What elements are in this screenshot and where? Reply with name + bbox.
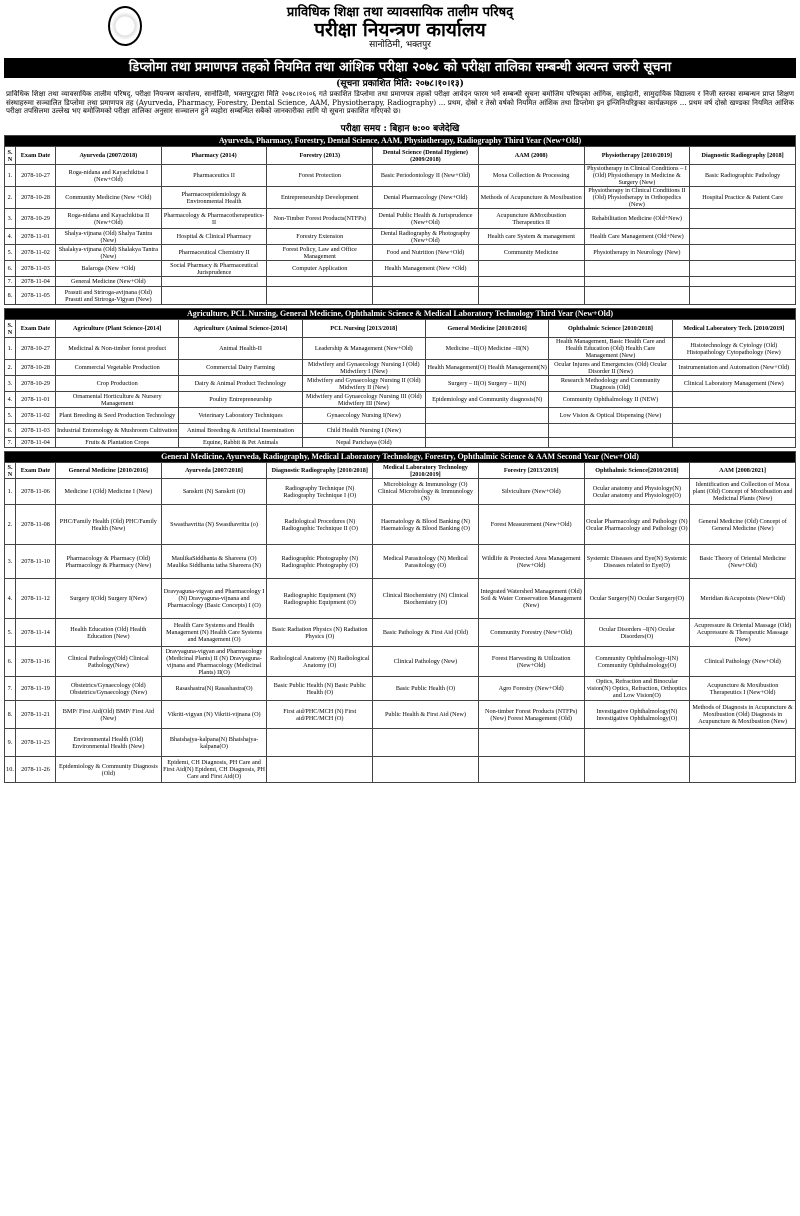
table-row [5,677,796,701]
table-cell: 7. [5,677,16,701]
exam-time: परीक्षा समय : बिहान ७:०० बजेदेखि [340,124,460,134]
table-cell: Radiological Procedures (N) Radiographic Technique II (O) [267,505,373,545]
table-cell: 2078-11-01 [16,392,56,408]
table-cell [373,287,479,305]
table-cell: 9. [5,729,16,757]
table-cell: Veterinary Laboratory Techniques [179,408,302,424]
table-cell: Pharmacology & Pharmacotherapeutics-II [161,209,267,229]
table-cell [672,408,795,424]
table-row [5,424,796,438]
table-cell: Computer Application [267,261,373,277]
table-row [5,545,796,579]
table-cell: Silviculture (New+Old) [478,479,584,505]
table-cell: Gynaecology Nursing I(New) [302,408,425,424]
column-header: Agriculture (Animal Science-[2014] [179,320,302,338]
table-cell [584,287,690,305]
table-cell: Epidemiology and Community diagnosis(N) [425,392,548,408]
table-cell [549,424,672,438]
table-row [5,438,796,448]
table-cell: Acupressure & Oriental Massage (Old) Acupressure & Therapeutic Massage (New) [690,619,796,647]
column-header: AAM (2008) [478,147,584,165]
publish-date: (सूचना प्रकाशित मिति: २०७८।१०।१३) [336,79,464,89]
column-header: Ophthalmic Science[2010/2018] [584,463,690,479]
table-cell: Moxa Collection & Processing [478,165,584,187]
table-cell: Radiological Anatomy (N) Radiological Anatomy (O) [267,647,373,677]
table-cell: Epidemiology & Community Diagnosis (Old) [56,757,162,783]
table-cell: Acupuncture & Moxibustion Therapeutics I (New+Old) [690,677,796,701]
table-cell: Medicine I (Old) Medicine I (New) [56,479,162,505]
table-cell: Ocular Disorders –I(N) Ocular Disorders(O) [584,619,690,647]
table-cell: Basic Periodontology II (New+Old) [373,165,479,187]
table-cell: Non-timber Forest Products (NTFPs) (New) Forest Management (Old) [478,701,584,729]
table-cell: Research Methodology and Community Diagnosis (Old) [549,376,672,392]
table-cell: 6. [5,424,16,438]
table-cell: Plant Breeding & Seed Production Technology [56,408,179,424]
table-cell [425,438,548,448]
table-cell: Basic Public Health (N) Basic Public Health (O) [267,677,373,701]
table-cell [690,757,796,783]
table-cell: Food and Nutrition (New+Old) [373,245,479,261]
table-cell: Commercial Dairy Farming [179,360,302,376]
table-cell: Surgery – II(O) Surgery – II(N) [425,376,548,392]
exam-table-3 [4,451,796,783]
table-cell: 2. [5,360,16,376]
table-cell: 8. [5,701,16,729]
table-cell [478,757,584,783]
table-row [5,277,796,287]
table-cell: 2078-11-03 [16,424,56,438]
table-cell: BMP/ First Aid(Old) BMP/ First Aid (New) [56,701,162,729]
table-cell: Poultry Entrepreneurship [179,392,302,408]
table-cell [425,408,548,424]
column-header: General Medicine [2010/2016] [56,463,162,479]
table-cell: Bhaishajya-kalpana(N) Bhaishajya-kalpana(O) [161,729,267,757]
notice-banner: डिप्लोमा तथा प्रमाणपत्र तहको नियमित तथा आंशिक परीक्षा २०७८ को परीक्षा तालिका सम्बन्धी अत्यन्त जरुरी सूचना [4,58,796,78]
table-row [5,376,796,392]
table-cell: Social Pharmacy & Pharmaceutical Jurisprudence [161,261,267,277]
table-row [5,360,796,376]
table-cell: 10. [5,757,16,783]
table-cell [478,729,584,757]
table-cell: Forest Measurement (New+Old) [478,505,584,545]
table-cell [549,438,672,448]
table-cell: Commercial Vegetable Production [56,360,179,376]
column-header: Exam Date [16,147,56,165]
table-cell: Roga-nidana and Kayachikitsa II (New+Old) [56,209,162,229]
table-cell: Hospital & Clinical Pharmacy [161,229,267,245]
table-cell: Methods of Acupuncture & Moxibustion [478,187,584,209]
table-row [5,261,796,277]
notice-text: प्राविधिक शिक्षा तथा व्यावसायिक तालीम परिषद्, परीक्षा नियन्त्रण कार्यालय, सानोठिमी, भक्तपुरद्वारा मिति २०७८।१०।०६ गते प्रकाशित डिप्लोमा तथा प्रमाणपत्र तहको परीक्षा आवेदन फारम भर्ने सम्बन्धी सूचना बमोजिम परिषद्का आंगिक, साझेदारी, सामुदायिक विद्यालय र निजी स्तरका सम्बन्धन प्राप्त शिक्षण संस्थाहरुमा सञ्चालित डिप्लोमा तथा प्रमाणपत्र तह (Ayurveda, Pharmacy, Forestry, Dental Science, AAM, Physiotherapy, Radiography) ... प्रथम, दोस्रो र तेस्रो वर्षको नियमित आंशिक तथा डिप्लोमा इन इन्जिनियरिङ्गका कार्यक्रमहरु ... प्रथम वर्ष दोस्रो खण्डका नियमित आंशिक परीक्षा तपसिलमा उल्लेख भए बमोजिमको परीक्षा तालिका अनुसार सञ्चालन हुने व्यहोरा सम्बन्धित सबैको जानकारीका लागि यो सूचना प्रकाशित गरिएको छ। [6,90,794,116]
table-cell [478,277,584,287]
table-cell: Roga-nidana and Kayachikitsa I (New+Old) [56,165,162,187]
table-cell: Community Medicine [478,245,584,261]
column-header: S. N [5,463,16,479]
table-cell: 2078-11-19 [16,677,56,701]
table-cell: Health Care Systems and Health Management (N) Health Care Systems and Management (O) [161,619,267,647]
table-cell: 2078-11-12 [16,579,56,619]
table-cell: Community Forestry (New+Old) [478,619,584,647]
table-cell [584,261,690,277]
table-cell: 4. [5,229,16,245]
table-row [5,165,796,187]
table-cell: Microbiology & Immunology (O) Clinical Microbiology & Immunology (N) [373,479,479,505]
table-cell: 2078-11-04 [16,277,56,287]
table-cell: Dental Radiography & Photography (New+Old) [373,229,479,245]
table-cell: Midwifery and Gynaecology Nursing II (Old) Midwifery II (New) [302,376,425,392]
table-cell: 2078-11-10 [16,545,56,579]
table-cell: MaulikaSiddhanta & Shareera (O) Maulika Siddhanta tatha Shareera (N) [161,545,267,579]
table-cell: Radiographic Equipment (N) Radiographic Equipment (O) [267,579,373,619]
table-cell [690,245,796,261]
table-cell: 2078-11-14 [16,619,56,647]
table-cell: 5. [5,245,16,261]
table-cell: Animal Breeding & Artificial Insemination [179,424,302,438]
table-row [5,757,796,783]
table-cell: Vikriti-vigyan (N) Vikriti-vijnana (O) [161,701,267,729]
table-cell: Community Ophthalmology II (NEW) [549,392,672,408]
column-header: Medical Laboratory Technology [2010/2019] [373,463,479,479]
table-cell: Physiotherapy in Clinical Conditions – I (Old) Physiotherapy in Medicine & Surgery (New) [584,165,690,187]
table-row [5,408,796,424]
table-cell: Health Management(O) Health Management(N) [425,360,548,376]
nepal-emblem-icon [108,6,142,46]
table-cell [267,757,373,783]
table-cell [690,729,796,757]
table-cell [161,277,267,287]
table-cell: 2078-10-27 [16,338,56,360]
table-cell: Child Health Nursing I (New) [302,424,425,438]
table-cell: Investigative Ophthalmology(N) Investigative Ophthalmology(O) [584,701,690,729]
table-cell: Dental Public Health & Jurisprudence (New+Old) [373,209,479,229]
table-cell: Dravyaguna-vigyan and Pharmacology (Medicinal Plants) II (N) Dravyaguna-vijnana and Pharmacology (Medicinal Plants) II(O) [161,647,267,677]
table-cell: Industrial Entomology & Mushroom Cultivation [56,424,179,438]
table-cell: 2078-11-16 [16,647,56,677]
table-cell: Nepal Parichaya (Old) [302,438,425,448]
column-header: Ayurveda [2007/2018] [161,463,267,479]
table-row [5,245,796,261]
table-cell [373,277,479,287]
table-cell: Basic Public Health (O) [373,677,479,701]
table-title: General Medicine, Ayurveda, Radiography, Medical Laboratory Technology, Forestry, Ophthalmic Science & AAM Second Year (New+Old) [5,452,796,463]
table-cell: 7. [5,438,16,448]
column-header: Forestry (2013) [267,147,373,165]
table-cell [267,729,373,757]
table-cell: Low Vision & Optical Dispensing (New) [549,408,672,424]
table-cell [584,277,690,287]
table-cell [690,209,796,229]
table-cell: 2. [5,505,16,545]
table-cell [267,277,373,287]
table-cell: Prasuti and Striroga-avijnana (Old) Prasuti and Striroga-Vigyan (New) [56,287,162,305]
table-cell: 4. [5,579,16,619]
table-cell: 1. [5,338,16,360]
table-cell: Ocular anatomy and Physiology(N) Ocular anatomy and Physiology(O) [584,479,690,505]
table-cell: 2078-11-04 [16,438,56,448]
table-cell: 5. [5,408,16,424]
table-cell: 2078-10-29 [16,209,56,229]
table-cell: Instrumentation and Automation (New+Old) [672,360,795,376]
table-cell: Basic Theory of Oriental Medicine (New+Old) [690,545,796,579]
table-cell [373,729,479,757]
table-cell: Clinical Pathology (New+Old) [690,647,796,677]
table-cell [584,729,690,757]
table-row [5,701,796,729]
table-cell: 2078-10-29 [16,376,56,392]
table-cell: Pharmacology & Pharmacy (Old) Pharmacology & Pharmacy (New) [56,545,162,579]
table-cell [672,424,795,438]
table-cell: Swasthavritta (N) Swasthavritta (o) [161,505,267,545]
table-cell: 2078-11-06 [16,479,56,505]
table-cell: Optics, Refraction and Binocular vision(N) Optics, Refraction, Orthoptics and Low Vision(O) [584,677,690,701]
table-cell: Physiotherapy in Clinical Conditions II (Old) Physiotherapy in Orthopedics (New) [584,187,690,209]
table-cell: Acupuncture &Moxibustion Therapeutics II [478,209,584,229]
table-row [5,479,796,505]
table-cell: 2078-11-05 [16,287,56,305]
table-cell [690,229,796,245]
table-cell: Environmental Health (Old) Environmental Health (New) [56,729,162,757]
table-cell: 2078-11-03 [16,261,56,277]
table-cell: Crop Production [56,376,179,392]
table-cell: Medical Parasitology (N) Medical Parasitology (O) [373,545,479,579]
table-cell: Medicine –II(O) Medicine –II(N) [425,338,548,360]
table-cell: Obstetrics/Gynaecology (Old) Obstetrics/Gynaecology (New) [56,677,162,701]
table-cell: 1. [5,165,16,187]
table-cell [478,261,584,277]
table-cell: Health Care Management (Old+New) [584,229,690,245]
table-cell: Pharmaceutics II [161,165,267,187]
table-cell: Clinical Pathology (New) [373,647,479,677]
table-cell: Entrepreneurship Development [267,187,373,209]
table-cell: Health Management, Basic Health Care and Health Education (Old) Health Care Management (New) [549,338,672,360]
table-cell: 2078-10-28 [16,187,56,209]
table-cell: 2078-10-28 [16,360,56,376]
column-header: Ayurveda (2007/2018) [56,147,162,165]
table-cell: Community Medicine (New +Old) [56,187,162,209]
table-cell: Integrated Watershed Management (Old) Soil & Water Conservation Management (New) [478,579,584,619]
table-row [5,187,796,209]
column-header: Forestry [2013/2019] [478,463,584,479]
table-row [5,209,796,229]
table-cell: Dravyaguna-vigyan and Pharmacology I (N) Dravyaguna-vijnana and Pharmacology (Basic Concepts) I (O) [161,579,267,619]
column-header: Exam Date [16,463,56,479]
table-cell: Midwifery and Gynaecology Nursing III (Old) Midwifery III (New) [302,392,425,408]
table-cell: Methods of Diagnosis in Acupuncture & Moxibustion (Old) Diagnosis in Acupuncture & Moxibustion (New) [690,701,796,729]
table-cell: 3. [5,209,16,229]
table-cell: Physiotherapy in Neurology (New) [584,245,690,261]
table-cell: Radiography Technique (N) Radiography Technique I (O) [267,479,373,505]
table-cell: Identification and Collection of Moxa plant (Old) Concept of Moxibustion and Medicinal Plants (New) [690,479,796,505]
table-cell: Ornamental Horticulture & Nursery Management [56,392,179,408]
table-cell: Equine, Rabbit & Pet Animals [179,438,302,448]
table-cell [672,392,795,408]
table-cell: 2078-11-08 [16,505,56,545]
table-cell: Ocular Pharmacology and Pathology (N) Ocular Pharmacology and Pathology (O) [584,505,690,545]
table-cell: Dairy & Animal Product Technology [179,376,302,392]
table-row [5,392,796,408]
table-row [5,287,796,305]
table-cell: Forestry Extension [267,229,373,245]
table-cell: Systemic Diseases and Eye(N) Systemic Diseases related to Eye(O) [584,545,690,579]
table-cell: Basic Pathology & First Aid (Old) [373,619,479,647]
table-cell [478,287,584,305]
table-row [5,229,796,245]
table-cell: 7. [5,277,16,287]
org-name: प्राविधिक शिक्षा तथा व्यावसायिक तालीम परिषद् [286,5,514,20]
table-title: Ayurveda, Pharmacy, Forestry, Dental Science, AAM, Physiotherapy, Radiography Third Year (New+Old) [5,136,796,147]
table-cell: Public Health & First Aid (New) [373,701,479,729]
exam-table-2 [4,308,796,448]
column-header: Diagnostic Radiography [2010/2018] [267,463,373,479]
table-cell [425,424,548,438]
table-cell: 2078-11-26 [16,757,56,783]
table-row [5,647,796,677]
column-header: S. N [5,320,16,338]
table-cell: Clinical Laboratory Management (New) [672,376,795,392]
table-cell: Pharmaceutical Chemistry II [161,245,267,261]
table-cell: Sanskrit (N) Sanskrit (O) [161,479,267,505]
table-cell: 8. [5,287,16,305]
column-header: Physiotherapy [2010/2019] [584,147,690,165]
table-cell [584,757,690,783]
table-cell [672,438,795,448]
table-cell: Shalakya-vijnana (Old) Shalakya Tantra (New) [56,245,162,261]
table-cell: Forest Harvesting & Utilization (New+Old) [478,647,584,677]
table-cell: Forest Policy, Law and Office Management [267,245,373,261]
table-cell: 2078-11-02 [16,408,56,424]
table-cell: Clinical Pathology(Old) Clinical Pathology(New) [56,647,162,677]
table-cell: PHC/Family Health (Old) PHC/Family Health (New) [56,505,162,545]
column-header: General Medicine [2010/2016] [425,320,548,338]
table-row [5,505,796,545]
column-header: Diagnostic Radiography [2018] [690,147,796,165]
table-cell: 2078-10-27 [16,165,56,187]
table-cell: Leadership & Management (New+Old) [302,338,425,360]
table-cell: Ocular Surgery(N) Ocular Surgery(O) [584,579,690,619]
table-cell: Pharmacoepidemiology & Environmental Health [161,187,267,209]
table-cell: Dental Pharmacology (New+Old) [373,187,479,209]
table-cell: 2078-11-23 [16,729,56,757]
table-cell: Radiographic Photography (N) Radiographic Photography (O) [267,545,373,579]
column-header: Ophthalmic Science [2010/2018] [549,320,672,338]
table-cell: Midwifery and Gynaecology Nursing I (Old) Midwifery I (New) [302,360,425,376]
table-cell: Shalya-vijnana (Old) Shalya Tantra (New) [56,229,162,245]
table-cell [690,277,796,287]
table-cell: 3. [5,545,16,579]
table-cell: 2078-11-02 [16,245,56,261]
exam-tables [4,135,796,783]
table-cell: 6. [5,261,16,277]
table-cell: Histotechnology & Cytology (Old) Histopathology Cytopathology (New) [672,338,795,360]
table-cell: 2. [5,187,16,209]
table-cell: Rehabilitation Medicine (Old+New) [584,209,690,229]
table-cell [267,287,373,305]
table-cell: 4. [5,392,16,408]
table-cell: First aid/PHC/MCH (N) First aid/PHC/MCH (O) [267,701,373,729]
table-cell: Health care System & management [478,229,584,245]
table-cell: Medicinal & Non-timber forest product [56,338,179,360]
table-cell: Fruits & Plantation Crops [56,438,179,448]
exam-table-1 [4,135,796,305]
table-row [5,729,796,757]
column-header: PCL Nursing [2013/2018] [302,320,425,338]
table-cell: 5. [5,619,16,647]
header [4,4,796,56]
table-row [5,338,796,360]
table-cell: 2078-11-01 [16,229,56,245]
table-cell [690,261,796,277]
table-cell: Non-Timber Forest Products(NTFPs) [267,209,373,229]
table-cell: 6. [5,647,16,677]
table-cell: Health Management (New +Old) [373,261,479,277]
table-cell: Animal Health-II [179,338,302,360]
table-cell: Rasashastra(N) Rasashastra(O) [161,677,267,701]
table-cell [690,287,796,305]
table-cell: Wildlife & Protected Area Management (New+Old) [478,545,584,579]
table-cell: General Medicine (Old) Concept of General Medicine (New) [690,505,796,545]
table-cell: 2078-11-21 [16,701,56,729]
column-header: Medical Laboratory Tech. [2010/2019] [672,320,795,338]
table-cell: Surgery I(Old) Surgery I(New) [56,579,162,619]
table-cell: Basic Radiographic Pathology [690,165,796,187]
table-cell: Ocular Injures and Emergencies (Old) Ocular Disorder II (New) [549,360,672,376]
table-cell: Balaroga (New +Old) [56,261,162,277]
column-header: S. N [5,147,16,165]
office-place: सानोठिमी, भक्तपुर [369,40,431,50]
column-header: Pharmacy (2014) [161,147,267,165]
table-title: Agriculture, PCL Nursing, General Medicine, Ophthalmic Science & Medical Laboratory Technology Third Year (New+Old) [5,309,796,320]
table-cell [161,287,267,305]
table-cell: Community Ophthalmology-I(N) Community Ophthalmology(O) [584,647,690,677]
table-cell: Health Education (Old) Health Education (New) [56,619,162,647]
column-header: AAM [2008/2021] [690,463,796,479]
table-cell: Clinical Biochemistry (N) Clinical Biochemistry (O) [373,579,479,619]
table-cell: Basic Radiation Physics (N) Radiation Physics (O) [267,619,373,647]
table-cell [373,757,479,783]
table-cell: Epidemi, CH Diagnosis, PH Care and First Aid(N) Epidemi, CH Diagnosis, PH Care and First Aid(O) [161,757,267,783]
table-row [5,619,796,647]
table-row [5,579,796,619]
table-cell: Forest Protection [267,165,373,187]
column-header: Dental Science (Dental Hygiene) (2009/2018) [373,147,479,165]
column-header: Agriculture (Plant Science-[2014] [56,320,179,338]
table-cell: 1. [5,479,16,505]
table-cell: Meridian &Acupoints (New+Old) [690,579,796,619]
column-header: Exam Date [16,320,56,338]
office-name: परीक्षा नियन्त्रण कार्यालय [314,19,486,41]
table-cell: Hospital Practice & Patient Care [690,187,796,209]
table-cell: Haematology & Blood Banking (N) Haematology & Blood Banking (O) [373,505,479,545]
table-cell: General Medicine (New+Old) [56,277,162,287]
table-cell: Agro Forestry (New+Old) [478,677,584,701]
table-cell: 3. [5,376,16,392]
